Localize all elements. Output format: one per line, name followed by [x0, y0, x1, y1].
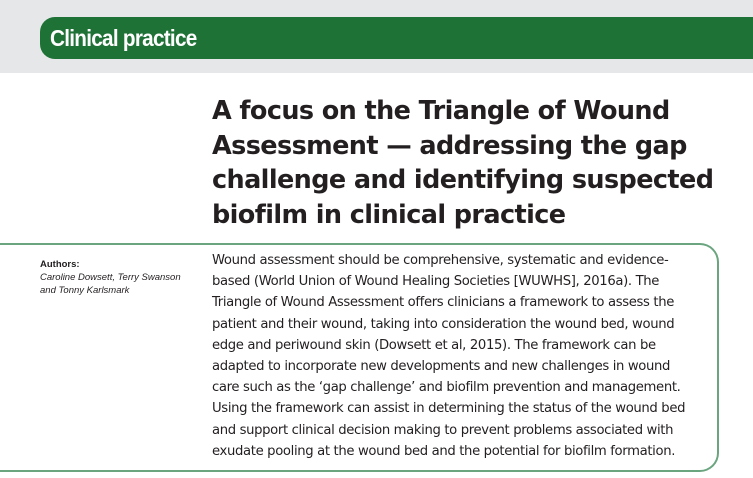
abstract-line: care such as the ‘gap challenge’ and biofilm prevention and management. — [212, 380, 681, 396]
author-line: and Tonny Karlsmark — [40, 285, 130, 296]
abstract-line: and support clinical decision making to prevent problems associated with — [212, 422, 674, 438]
author-line: Caroline Dowsett, Terry Swanson — [40, 272, 181, 283]
abstract-line: adapted to incorporate new developments and new challenges in wound — [212, 359, 671, 375]
authors-names — [40, 271, 200, 297]
abstract-line: based (World Union of Wound Healing Societies [WUWHS], 2016a). The — [212, 274, 660, 290]
abstract-line: Wound assessment should be comprehensive, systematic and evidence- — [212, 253, 669, 268]
abstract-line: edge and periwound skin (Dowsett et al, 2015). The framework can be — [212, 337, 656, 353]
authors-label: Authors: — [40, 259, 80, 270]
title-line: Assessment — addressing the gap — [212, 130, 687, 161]
title-line: biofilm in clinical practice — [212, 199, 566, 230]
section-label: Clinical practice — [50, 24, 197, 51]
section-banner — [40, 17, 753, 59]
abstract-line: Triangle of Wound Assessment offers clinicians a framework to assess the — [212, 295, 674, 311]
title-line: A focus on the Triangle of Wound — [212, 96, 670, 126]
abstract-line: exudate pooling at the wound bed and the potential for biofilm formation. — [212, 443, 676, 459]
abstract-text — [212, 250, 712, 462]
title-line: challenge and identifying suspected — [212, 165, 714, 195]
authors-block — [40, 258, 200, 297]
abstract-line: patient and their wound, taking into consideration the wound bed, wound — [212, 316, 675, 332]
article-title — [212, 94, 732, 232]
abstract-line: Using the framework can assist in determining the status of the wound bed — [212, 401, 686, 417]
